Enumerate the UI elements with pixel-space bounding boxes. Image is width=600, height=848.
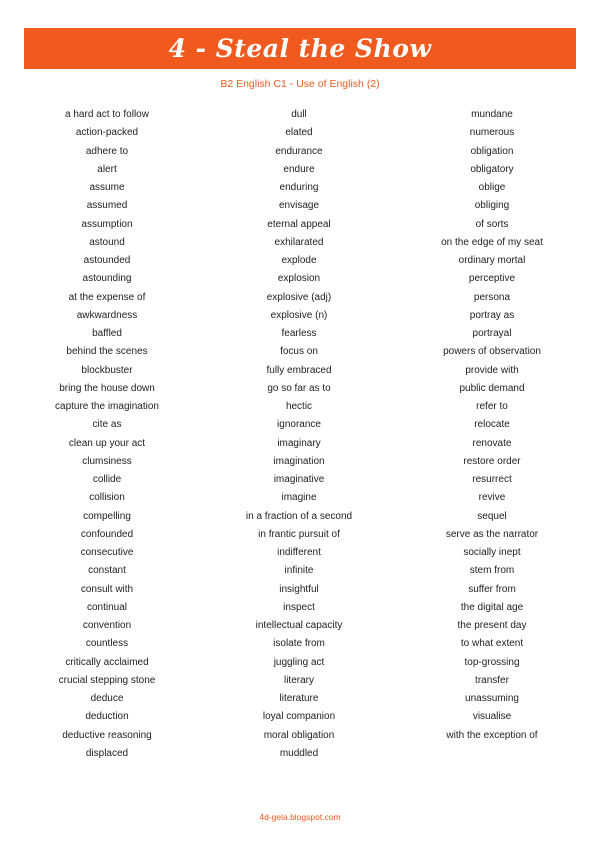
vocabulary-item: top-grossing [464,656,520,668]
vocabulary-item: resurrect [472,474,512,485]
vocabulary-item: persona [473,291,511,303]
vocabulary-item: moral obligation [263,729,335,741]
vocabulary-item: inspect [283,601,315,613]
vocabulary-item: insightful [279,583,319,595]
vocabulary-item: isolate from [273,638,325,650]
vocabulary-item: clean up your act [68,437,146,449]
vocabulary-item: imagination [273,455,325,467]
vocabulary-item: convention [82,620,132,631]
vocabulary-item: suffer from [468,583,516,595]
vocabulary-item: socially inept [463,547,521,558]
vocabulary-item: deductive reasoning [62,729,152,741]
vocabulary-item: of sorts [475,218,509,230]
vocabulary-item: cite as [92,419,122,431]
word-column-1 [17,106,197,763]
vocabulary-item: collide [92,474,122,485]
vocabulary-item: revive [478,492,506,504]
vocabulary-item: literature [279,693,319,704]
vocabulary-item: consult with [80,583,134,595]
vocabulary-item: imaginary [277,437,321,449]
vocabulary-item: in a fraction of a second [245,510,353,522]
vocabulary-item: oblige [478,182,506,193]
vocabulary-item: sequel [477,510,507,522]
vocabulary-item: envisage [278,200,320,212]
vocabulary-item: countless [85,638,129,650]
vocabulary-item: with the exception of [446,729,538,741]
vocabulary-item: confounded [80,528,134,540]
vocabulary-item: provide with [465,364,519,376]
vocabulary-item: literary [283,674,314,686]
vocabulary-item: obligatory [470,163,514,175]
vocabulary-item: to what extent [460,638,524,650]
vocabulary-item: imagine [281,492,317,504]
vocabulary-item: indifferent [277,547,321,558]
page-title: 4 - Steal the Show [168,34,432,63]
vocabulary-item: muddled [279,747,319,759]
vocabulary-item: explode [281,255,317,266]
vocabulary-item: continual [86,601,128,613]
vocabulary-item: endurance [275,145,323,157]
vocabulary-item: consecutive [80,547,134,558]
vocabulary-item: bring the house down [59,382,155,394]
vocabulary-item: crucial stepping stone [58,674,156,686]
vocabulary-item: elated [285,127,313,139]
vocabulary-item: powers of observation [443,346,541,358]
vocabulary-item: capture the imagination [55,401,159,412]
vocabulary-item: deduce [90,693,124,704]
vocabulary-item: dull [291,109,307,120]
vocabulary-item: loyal companion [262,711,336,723]
vocabulary-item: explosive (n) [270,309,328,321]
vocabulary-item: adhere to [85,145,129,157]
vocabulary-item: deduction [85,711,129,723]
vocabulary-item: exhilarated [274,236,324,248]
vocabulary-item: eternal appeal [267,218,331,230]
vocabulary-item: explosion [277,273,321,285]
vocabulary-item: relocate [474,419,510,431]
vocabulary-item: astound [89,236,125,248]
vocabulary-item: in frantic pursuit of [258,528,340,540]
vocabulary-item: awkwardness [76,309,138,321]
vocabulary-item: alert [97,163,117,175]
vocabulary-item: hectic [285,401,313,412]
vocabulary-item: imaginative [273,474,325,485]
vocabulary-item: focus on [280,346,318,358]
vocabulary-item: intellectual capacity [255,620,343,631]
footer-link[interactable]: 4d-gela.blogspot.com [259,812,341,822]
vocabulary-item: assumption [81,218,133,230]
vocabulary-item: fully embraced [266,364,332,376]
vocabulary-item: assume [89,182,125,193]
vocabulary-item: blockbuster [81,364,133,376]
page-subtitle: B2 English C1 - Use of English (2) [220,78,380,90]
vocabulary-item: mundane [471,109,513,120]
vocabulary-item: stem from [469,565,515,577]
vocabulary-item: a hard act to follow [65,109,149,120]
vocabulary-item: constant [88,565,126,577]
vocabulary-item: go so far as to [267,382,331,394]
vocabulary-item: critically acclaimed [65,656,149,668]
vocabulary-item: public demand [459,382,525,394]
vocabulary-item: portray as [469,309,515,321]
vocabulary-item: obliging [474,200,510,212]
vocabulary-item: explosive (adj) [266,291,332,303]
vocabulary-item: behind the scenes [66,346,148,358]
vocabulary-item: action-packed [75,127,139,139]
vocabulary-item: unassuming [465,693,519,704]
vocabulary-item: displaced [85,747,129,759]
vocabulary-item: juggling act [273,656,325,668]
vocabulary-item: restore order [463,455,521,467]
vocabulary-item: perceptive [468,273,516,285]
vocabulary-item: enduring [279,182,319,193]
word-column-3 [402,106,582,745]
vocabulary-item: clumsiness [82,455,132,467]
vocabulary-item: ordinary mortal [458,255,526,266]
vocabulary-item: fearless [281,328,317,339]
vocabulary-item: the digital age [460,601,524,613]
vocabulary-item: numerous [469,127,515,139]
vocabulary-item: astounding [82,273,132,285]
vocabulary-item: portrayal [472,328,512,339]
vocabulary-item: refer to [476,401,508,412]
vocabulary-item: at the expense of [68,291,146,303]
vocabulary-item: obligation [470,145,514,157]
word-column-2 [209,106,389,763]
vocabulary-item: ignorance [277,419,321,431]
vocabulary-item: astounded [83,255,131,266]
vocabulary-item: renovate [472,437,512,449]
vocabulary-item: infinite [284,565,314,577]
vocabulary-item: serve as the narrator [445,528,539,540]
vocabulary-item: endure [283,163,315,175]
vocabulary-item: collision [89,492,125,504]
title-banner [24,28,576,69]
vocabulary-item: compelling [83,510,131,522]
vocabulary-item: transfer [475,674,509,686]
vocabulary-item: on the edge of my seat [441,236,543,248]
vocabulary-item: the present day [457,620,527,631]
vocabulary-item: assumed [86,200,128,212]
vocabulary-item: visualise [472,711,512,723]
vocabulary-item: baffled [92,328,122,339]
